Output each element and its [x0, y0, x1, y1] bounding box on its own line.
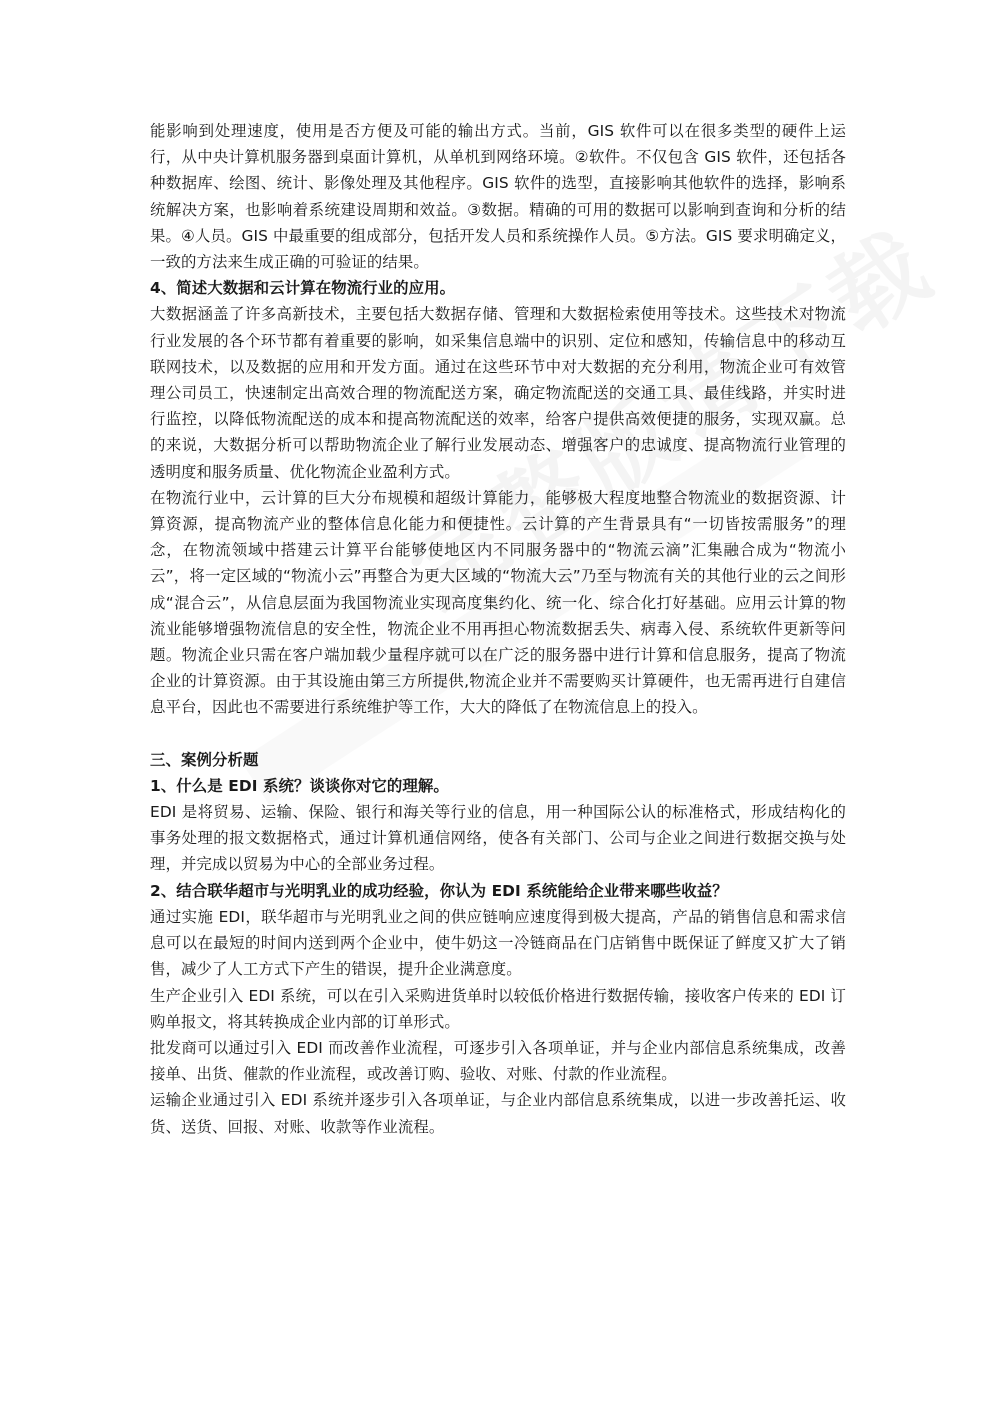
section-gap: [150, 721, 846, 747]
paragraph-big-data: 大数据涵盖了许多高新技术，主要包括大数据存储、管理和大数据检索使用等技术。这些技术对物流行业发展的各个环节都有着重要的影响，如采集信息端中的识别、定位和感知，传输信息中的移动互联网技术，以及数据的应用和开发方面。通过在这些环节中对大数据的充分利用，物流企业可有效管理公司员工，快速制定出高效合理的物流配送方案，确定物流配送的交通工具、最佳线路，并实时进行监控，以降低物流配送的成本和提高物流配送的效率，给客户提供高效便捷的服务，实现双赢。总的来说，大数据分析可以帮助物流企业了解行业发展动态、增强客户的忠诚度、提高物流行业管理的透明度和服务质量、优化物流企业盈利方式。: [150, 305, 846, 481]
case-question-2-heading: 2、结合联华超市与光明乳业的成功经验，你认为 EDI 系统能给企业带来哪些收益？: [150, 881, 728, 900]
paragraph-benefit-transport: 运输企业通过引入 EDI 系统并逐步引入各项单证，与企业内部信息系统集成，以进一步改善托运、收货、送货、回报、对账、收款等作业流程。: [150, 1091, 846, 1136]
paragraph-benefit-manufacturer: 生产企业引入 EDI 系统，可以在引入采购进货单时以较低价格进行数据传输，接收客户传来的 EDI 订购单报文，将其转换成企业内部的订单形式。: [150, 986, 846, 1031]
paragraph-cloud-computing: 在物流行业中，云计算的巨大分布规模和超级计算能力，能够极大程度地整合物流业的数据资源、计算资源，提高物流产业的整体信息化能力和便捷性。云计算的产生背景具有“一切皆按需服务”的理念，在物流领域中搭建云计算平台能够使地区内不同服务器中的“物流云滴”汇集融合成为“物流小云”，将一定区域的“物流小云”再整合为更大区域的“物流大云”乃至与物流有关的其他行业的云之间形成“混合云”，从信息层面为我国物流业实现高度集约化、统一化、综合化打好基础。应用云计算的物流业能够增强物流信息的安全性，物流企业不用再担心物流数据丢失、病毒入侵、系统软件更新等问题。物流企业只需在客户端加载少量程序就可以在广泛的服务器中进行计算和信息服务，提高了物流企业的计算资源。由于其设施由第三方所提供,物流企业并不需要购买计算硬件，也无需再进行自建信息平台，因此也不需要进行系统维护等工作，大大的降低了在物流信息上的投入。: [150, 488, 846, 717]
paragraph-benefit-supermarket: 通过实施 EDI，联华超市与光明乳业之间的供应链响应速度得到极大提高，产品的销售信息和需求信息可以在最短的时间内送到两个企业中，使牛奶这一冷链商品在门店销售中既保证了鲜度又扩大了销售，减少了人工方式下产生的错误，提升企业满意度。: [150, 907, 846, 979]
document-body: [150, 118, 846, 1140]
paragraph-edi-definition: EDI 是将贸易、运输、保险、银行和海关等行业的信息，用一种国际公认的标准格式，形成结构化的事务处理的报文数据格式，通过计算机通信网络，使各有关部门、公司与企业之间进行数据交换与处理，并完成以贸易为中心的全部业务过程。: [150, 803, 846, 874]
question-4-heading: 4、简述大数据和云计算在物流行业的应用。: [150, 279, 456, 298]
section-3-heading: 三、案例分析题: [150, 750, 259, 769]
paragraph-benefit-wholesaler: 批发商可以通过引入 EDI 而改善作业流程，可逐步引入各项单证，并与企业内部信息系统集成，改善接单、出货、催款的作业流程，或改善订购、验收、对账、付款的作业流程。: [150, 1038, 846, 1084]
paragraph-gis-components: 能影响到处理速度，使用是否方便及可能的输出方式。当前，GIS 软件可以在很多类型的硬件上运行，从中央计算机服务器到桌面计算机，从单机到网络环境。②软件。不仅包含 GIS 软件，还包括各种数据库、绘图、统计、影像处理及其他程序。GIS 软件的选型，直接影响其他软件的选择，影响系统解决方案，也影响着系统建设周期和效益。③数据。精确的可用的数据可以影响到查询和分析的结果。④人员。GIS 中最重要的组成部分，包括开发人员和系统操作人员。⑤方法。GIS 要求明确定义，一致的方法来生成正确的可验证的结果。: [150, 122, 846, 272]
case-question-1-heading: 1、什么是 EDI 系统？谈谈你对它的理解。: [150, 776, 449, 795]
